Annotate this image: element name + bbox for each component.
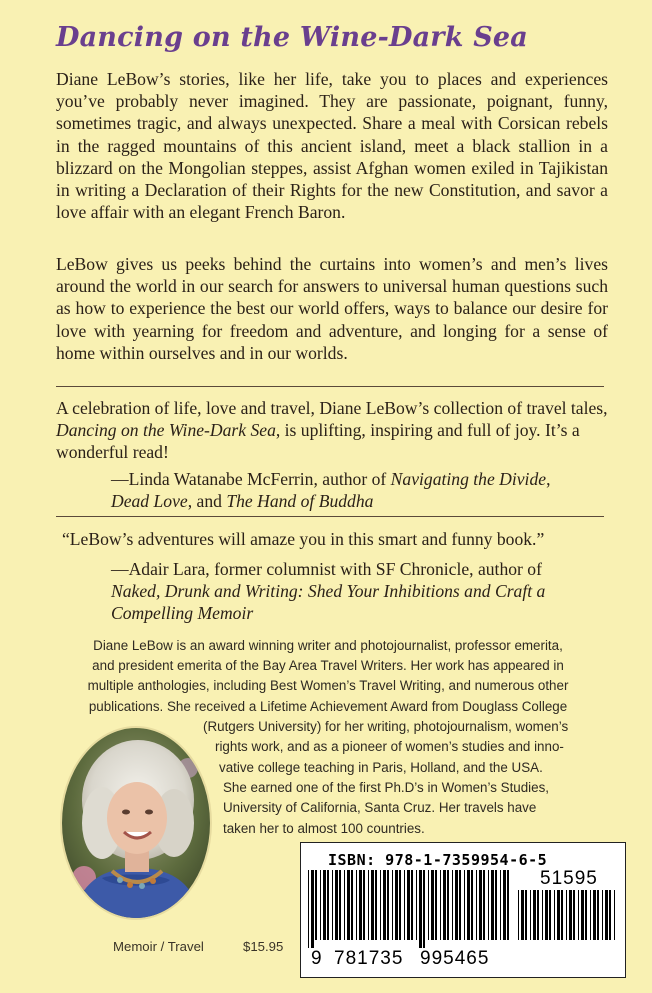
barcode-bar <box>554 890 555 940</box>
barcode-bar <box>479 870 482 940</box>
author-portrait-illustration <box>62 728 210 918</box>
blurb-2-work: Naked, Drunk and Writing: Shed Your Inhibitions and Craft a Compelling Memoir <box>111 581 546 624</box>
barcode-bar <box>507 870 509 940</box>
barcode-bar <box>609 890 611 940</box>
barcode-bar <box>392 870 393 940</box>
barcode-digits-group-2: 995465 <box>420 948 490 969</box>
bio-line-6: rights work, and as a pioneer of women’s studies and inno- <box>215 739 564 754</box>
barcode-bar <box>495 870 497 940</box>
barcode-bar <box>545 890 548 940</box>
barcode-bar <box>503 870 506 940</box>
barcode-bar <box>459 870 461 940</box>
barcode-bar <box>590 890 591 940</box>
blurb-1-work-2: Dead Love <box>111 491 188 512</box>
description-paragraph-2: LeBow gives us peeks behind the curtains into women’s and men’s lives around the world in our search for answers to universal human questions such as how to experience the best our world offers, ways to balance our desire for love with yearning for freedom and adventure, and longing for a sense of home within ourselves and in our worlds. <box>56 254 608 363</box>
barcode-bar <box>440 870 441 940</box>
barcode-bar <box>483 870 485 940</box>
barcode-bar <box>521 890 524 940</box>
blurb-2-attribution <box>111 558 591 625</box>
barcode-bar <box>335 870 338 940</box>
barcode-bar <box>614 890 615 940</box>
divider-middle <box>56 516 604 517</box>
barcode-bar <box>578 890 579 940</box>
barcode-bar <box>455 870 458 940</box>
divider-top <box>56 386 604 387</box>
barcode-bar <box>347 870 350 940</box>
barcode-bar <box>323 870 326 940</box>
barcode-bar <box>308 870 309 948</box>
barcode-bar <box>467 870 470 940</box>
barcode-bar <box>593 890 596 940</box>
blurb-1-text-before: A celebration of life, love and travel, Diane LeBow’s collection of travel tales, <box>56 398 608 418</box>
barcode-bar <box>581 890 584 940</box>
barcode-bar <box>464 870 465 940</box>
bio-line-5: (Rutgers University) for her writing, photojournalism, women’s <box>203 719 569 734</box>
barcode-bar <box>371 870 374 940</box>
barcode-bar <box>383 870 386 940</box>
barcode-bar <box>351 870 353 940</box>
bio-line-7: vative college teaching in Paris, Holland, and the USA. <box>219 760 543 775</box>
bio-line-3: multiple anthologies, including Best Women’s Travel Writing, and numerous other <box>87 678 569 693</box>
genre-label: Memoir / Travel <box>113 939 204 954</box>
barcode-bar <box>452 870 453 940</box>
barcode-bar <box>435 870 437 940</box>
blurb-1-attribution <box>111 468 591 512</box>
barcode-bar <box>566 890 567 940</box>
barcode-bar <box>447 870 449 940</box>
barcode-bar <box>404 870 405 940</box>
author-photo <box>62 728 210 918</box>
barcode-bar <box>356 870 357 940</box>
barcode-bar <box>387 870 389 940</box>
barcode-bar <box>537 890 539 940</box>
barcode-digits-group-1: 781735 <box>334 948 404 969</box>
barcode-bar <box>561 890 563 940</box>
barcode-bar <box>411 870 413 940</box>
barcode-bar <box>380 870 381 940</box>
book-title: Dancing on the Wine-Dark Sea <box>56 22 528 53</box>
blurb-1-work-3: The Hand of Buddha <box>226 491 374 512</box>
blurb-2-attrib-prefix: —Adair Lara, former columnist with SF Chronicle, author of <box>111 559 542 579</box>
barcode-bar <box>488 870 489 940</box>
barcode-bars-main <box>306 870 511 948</box>
barcode-bar <box>525 890 527 940</box>
barcode-bar <box>443 870 446 940</box>
barcode-bar <box>549 890 551 940</box>
barcode-bar <box>431 870 434 940</box>
barcode-price-code: 51595 <box>540 868 598 889</box>
barcode-bar <box>315 870 317 940</box>
barcode-bar <box>500 870 501 940</box>
barcode-bar <box>542 890 543 940</box>
barcode-bar <box>395 870 398 940</box>
barcode-bars-addon <box>516 890 618 966</box>
description-paragraph-1: Diane LeBow’s stories, like her life, take you to places and experiences you’ve probably never imagined. They are passionate, poignant, funny, sometimes tragic, and always unexpected. Share a meal with Corsican rebels in the ragged mountains of this ancient island, meet a black stallion in a blizzard on the Mongolian steppes, assist Afghan women exiled in Tajikistan in writing a Declaration of their Rights for the new Constitution, and savor a love affair with an elegant French Baron. <box>56 69 608 223</box>
barcode-bar <box>407 870 410 940</box>
barcode-bar <box>339 870 341 940</box>
blurb-1-text-after: , is uplifting, inspiring and full of joy. It’s a wonderful read! <box>56 420 580 463</box>
barcode-bar <box>399 870 401 940</box>
barcode-bar <box>423 870 425 948</box>
barcode-bar <box>368 870 369 940</box>
barcode-bar <box>585 890 587 940</box>
blurb-1-sep-2: , and <box>187 491 227 512</box>
barcode-bar <box>569 890 572 940</box>
barcode-bar <box>573 890 575 940</box>
barcode-bar <box>419 870 422 948</box>
barcode-bar <box>416 870 417 940</box>
blurb-1-sep-1: , <box>546 469 551 489</box>
bio-line-2: and president emerita of the Bay Area Travel Writers. Her work has appeared in <box>92 658 564 673</box>
price-label: $15.95 <box>243 939 284 954</box>
barcode-bar <box>359 870 362 940</box>
blurb-2-quote: “LeBow’s adventures will amaze you in this smart and funny book.” <box>62 529 545 549</box>
barcode-bar <box>375 870 377 940</box>
blurb-1-attrib-prefix: —Linda Watanabe McFerrin, author of <box>111 469 391 489</box>
barcode-bar <box>491 870 494 940</box>
bio-line-9: University of California, Santa Cruz. Her travels have <box>223 800 537 815</box>
barcode-bar <box>557 890 560 940</box>
bio-line-10: taken her to almost 100 countries. <box>223 821 425 836</box>
barcode-bar <box>311 870 314 948</box>
barcode-bar <box>530 890 531 940</box>
blurb-1-book-title: Dancing on the Wine-Dark Sea <box>56 420 276 441</box>
barcode-bar <box>602 890 603 940</box>
bio-line-1: Diane LeBow is an award winning writer and photojournalist, professor emerita, <box>93 638 563 653</box>
barcode-bar <box>533 890 536 940</box>
barcode-bar <box>471 870 473 940</box>
barcode-bar <box>597 890 599 940</box>
blurb-1-work-1: Navigating the Divide <box>390 469 547 489</box>
barcode-bar <box>476 870 477 940</box>
barcode-bar <box>605 890 608 940</box>
barcode-bar <box>327 870 329 940</box>
barcode-bar <box>332 870 333 940</box>
barcode-lead-digit: 9 <box>311 948 323 969</box>
bio-line-4: publications. She received a Lifetime Achievement Award from Douglass College <box>88 699 568 714</box>
isbn-text: ISBN: 978-1-7359954-6-5 <box>328 851 548 869</box>
barcode-bar <box>344 870 345 940</box>
bio-line-8: She earned one of the first Ph.D’s in Women’s Studies, <box>223 780 550 795</box>
barcode-bar <box>320 870 321 940</box>
barcode-bar <box>428 870 429 940</box>
barcode-bar <box>518 890 519 940</box>
barcode-bar <box>363 870 365 940</box>
blurb-1-quote <box>56 397 608 464</box>
